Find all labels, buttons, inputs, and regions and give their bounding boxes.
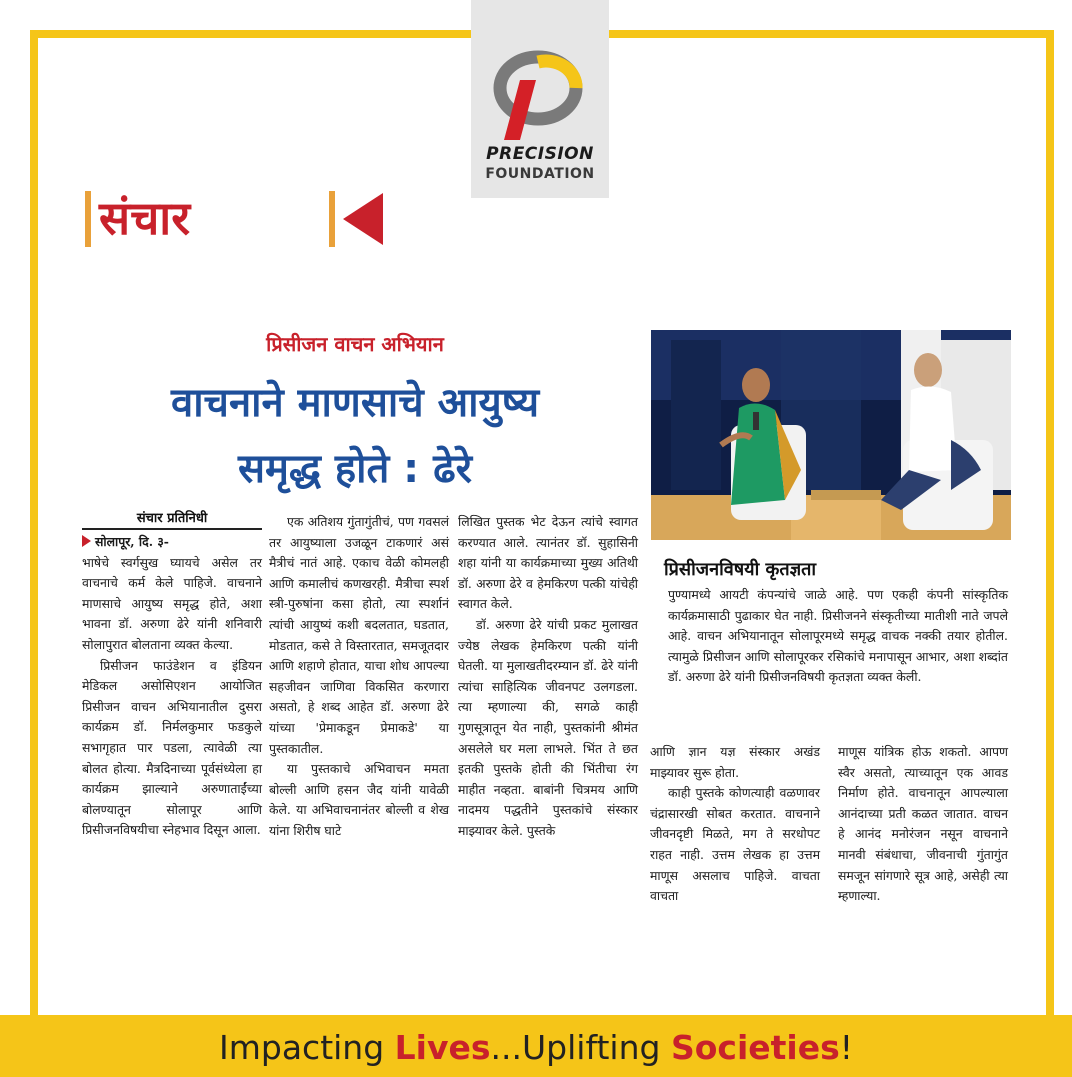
article-column-4: [650, 742, 820, 907]
column-5-paragraph-1: माणूस यांत्रिक होऊ शकतो. आपण स्वैर असतो, त्याच्यातून एक आवड निर्माण होते. वाचनातून आपल्याला आनंदाच्या प्रती कळत जातात. वाचन हे आनंद मनोरंजन नसून वाचनाने मानवी संबंधाचा, जीवनाची गुंतागुंत समजून सांगणारे सूत्र आहे, असेही त्या म्हणाल्या.: [838, 744, 1008, 904]
sidebox-title: प्रिसीजनविषयी कृतज्ञता: [664, 559, 817, 580]
tagline-lives: Lives: [394, 1028, 491, 1067]
masthead-left-bar: [85, 191, 91, 247]
column-4-paragraph-1: आणि ज्ञान यज्ञ संस्कार अखंड माझ्यावर सुरू होता.: [650, 744, 820, 780]
tagline-part-3: ...Uplifting: [490, 1028, 671, 1067]
dateline-triangle-icon: [82, 535, 91, 547]
byline-rule: [82, 528, 262, 530]
column-2-paragraph-2: या पुस्तकाचे अभिवाचन ममता बोल्ली आणि हसन जैद यांनी यावेळी केले. या अभिवाचनानंतर बोल्ली व शेख यांना शिरीष घाटे: [269, 761, 449, 838]
precision-foundation-logo: [471, 0, 609, 198]
article-kicker: प्रिसीजन वाचन अभियान: [266, 332, 444, 356]
article-byline: संचार प्रतिनिधी: [136, 511, 208, 526]
logo-word-foundation: FOUNDATION: [485, 166, 595, 182]
dateline: सोलापूर, दि. ३-: [82, 532, 262, 553]
newspaper-masthead: [85, 183, 397, 255]
masthead-triangle-icon: [343, 193, 383, 245]
headline-line-2: समृद्ध होते : ढेरे: [238, 446, 472, 492]
sidebox-text: पुण्यामध्ये आयटी कंपन्यांचे जाळे आहे. पण एकही कंपनी सांस्कृतिक कार्यक्रमासाठी पुढाकार घेत नाही. प्रिसीजनने संस्कृतीच्या मातीशी नाते जपले आहे. वाचन अभियानातून सोलापूरमध्ये समृद्ध वाचक नक्की तयार होतील. त्यामुळे प्रिसीजन आणि सोलापूरकर रसिकांचे मनापासून आभार, अशा शब्दांत डॉ. अरुणा ढेरे यांनी प्रिसीजनविषयी कृतज्ञता व्यक्त केली.: [668, 587, 1008, 685]
masthead-right-bar: [329, 191, 335, 247]
column-2-paragraph-1: एक अतिशय गुंतागुंतीचं, पण गवसलं तर आयुष्याला उजळून टाकणारं असं मैत्रीचं नातं आहे. एकाच वेळी कोमलही आणि कमालीचं कणखरही. मैत्रीचा स्पर्श स्त्री-पुरुषांना कसा होतो, त्या स्पर्शानं त्यांची आयुष्यं कशी बदलतात, घडतात, मोडतात, कसे ते विस्तारतात, समजूतदार आणि शहाणे होतात, याचा शोध आपल्या सहजीवन जाणिवा विकसित करणारा असतो, हे शब्द आहेत डॉ. अरुणा ढेरे यांच्या 'प्रेमाकडून प्रेमाकडे' या पुस्तकातील.: [269, 514, 449, 756]
column-4-paragraph-2: काही पुस्तके कोणत्याही वळणावर चंद्रासारखी सोबत करतात. वाचनाने जीवनदृष्टी मिळते, मग ते सरधोपट राहत नाही. उत्तम लेखक हा उत्तम माणूस असलाच पाहिजे. वाचता वाचता: [650, 785, 820, 904]
column-1-paragraph-1: भाषेचे स्वर्गसुख घ्यायचे असेल तर वाचनाचे कर्म केले पाहिजे. वाचनाने माणसाचे आयुष्य समृद्ध होते, अशा भावना डॉ. अरुणा ढेरे यांनी शनिवारी सोलापुरात बोलताना व्यक्त केल्या.: [82, 554, 262, 652]
tagline-part-1: Impacting: [219, 1028, 395, 1067]
article-column-2: [269, 512, 449, 842]
headline-line-1: वाचनाने माणसाचे आयुष्य: [170, 380, 540, 426]
article-column-3: [458, 512, 638, 842]
precision-logo-icon: [490, 50, 590, 142]
logo-word-precision: PRECISION: [486, 144, 594, 164]
column-3-paragraph-1: लिखित पुस्तक भेट देऊन त्यांचे स्वागत करण्यात आले. त्यानंतर डॉ. सुहासिनी शहा यांनी या कार्यक्रमाच्या मुख्य अतिथी डॉ. अरुणा ढेरे व हेमकिरण पत्की यांचेही स्वागत केले.: [458, 514, 638, 612]
event-photo: [651, 330, 1011, 540]
column-1-paragraph-2: प्रिसीजन फाउंडेशन व इंडियन मेडिकल असोसिएशन आयोजित प्रिसीजन वाचन अभियानातील दुसरा कार्यक्रम डॉ. निर्मलकुमार फडकुले सभागृहात पार पडला, त्यावेळी त्या बोलत होत्या. मैत्रदिनाच्या पूर्वसंध्येला हा कार्यक्रम झाल्याने अरुणाताईंच्या बोलण्यातून सोलापूर आणि प्रिसीजनविषयीचा स्नेहभाव दिसून आला.: [82, 657, 262, 838]
tagline-part-5: !: [839, 1028, 853, 1067]
column-3-paragraph-2: डॉ. अरुणा ढेरे यांची प्रकट मुलाखत ज्येष्ठ लेखक हेमकिरण पत्की यांनी घेतली. या मुलाखतीदरम्यान डॉ. ढेरे यांनी त्यांचा साहित्यिक जीवनपट उलगडला. त्या म्हणाल्या की, सगळे काही गुणसूत्रातून येत नाही, पुस्तकांनी श्रीमंत असलेले घर मला लाभले. भिंत ते छत इतकी पुस्तके होती की भिंतीचा रंग माहीत नव्हता. बाबांनी चित्रमय आणि नादमय पद्धतीने पुस्तकांचे संस्कार माझ्यावर केले. पुस्तके: [458, 616, 638, 838]
footer-tagline: [0, 1020, 1072, 1076]
masthead-title: संचार: [99, 191, 191, 245]
tagline-societies: Societies: [670, 1028, 840, 1067]
article-headline: [90, 370, 620, 502]
article-column-5: [838, 742, 1008, 907]
article-column-1: [82, 532, 262, 841]
